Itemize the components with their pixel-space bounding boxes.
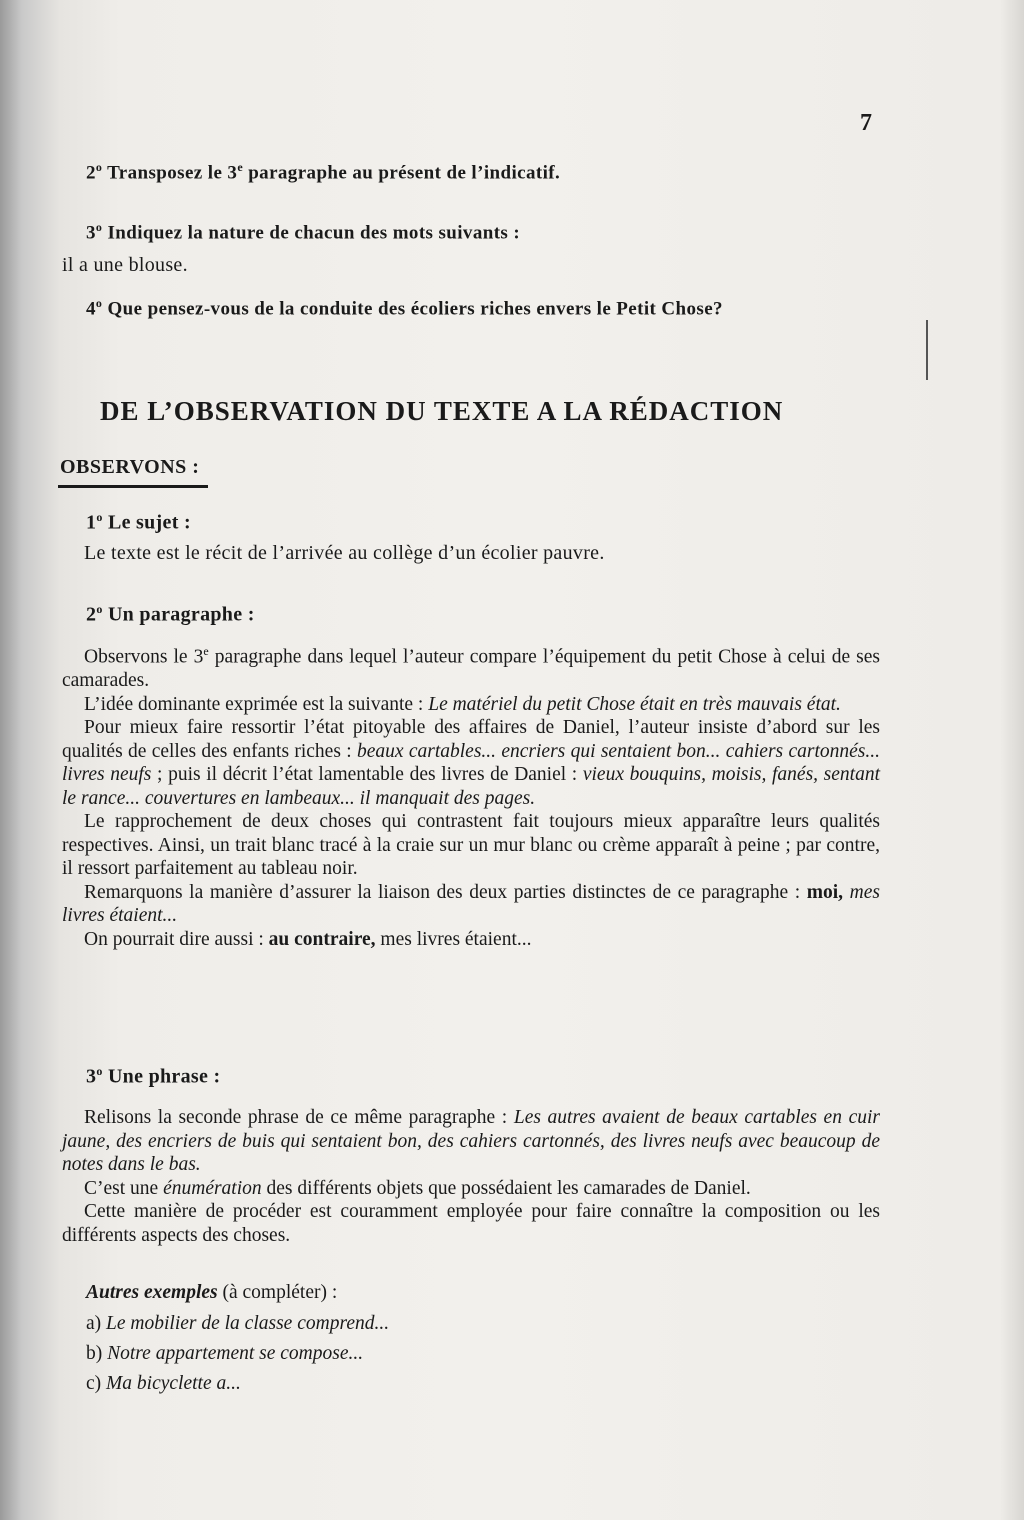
paragraph: Remarquons la manière d’assurer la liaison des deux parties distinctes de ce paragraphe : moi, mes livres étaient... [62,881,880,926]
print-mark [926,320,928,380]
question-4: 4$^o$ Que pensez-vous de la conduite des écoliers riches envers le Petit Chose? [86,296,723,320]
section-title: DE L’OBSERVATION DU TEXTE A LA RÉDACTION [100,396,784,426]
example-b: b) Notre appartement se compose... [86,1343,364,1364]
subsection-2-title: 2$^o$ Un paragraphe : [86,602,255,626]
paragraph: Pour mieux faire ressortir l’état pitoyable des affaires de Daniel, l’auteur insiste d’abord sur les qualités de celles des enfants riches : beaux cartables... encriers qui sentaient bon... cahiers cartonnés... livres neufs ; puis il décrit l’état lamentable des livres de Daniel : vieux bouquins, moisis, fanés, sentant le rance... couvertures en lambeaux... il manquait des pages. [62,717,880,809]
example-a: a) Le mobilier de la classe comprend... [86,1313,390,1334]
subsection-3-body [62,1106,880,1247]
paragraph: Le rapprochement de deux choses qui contrastent fait toujours mieux apparaître leurs qualités respectives. Ainsi, un trait blanc tracé à la craie sur un mur blanc ou crème apparaît à peine ; par contre, il ressort parfaitement au tableau noir. [62,811,880,879]
question-2: 2$^o$ Transposez le 3e paragraphe au présent de l’indicatif. [86,160,561,184]
paragraph: Observons le 3e paragraphe dans lequel l’auteur compare l’équipement du petit Chose à celui de ses camarades. [62,644,880,691]
example-c: c) Ma bicyclette a... [86,1373,241,1394]
paragraph: C’est une énumération des différents objets que possédaient les camarades de Daniel. [84,1177,751,1199]
page-number: 7 [860,110,872,136]
autres-exemples: Autres exemples (à compléter) : [86,1282,338,1303]
subsection-1-title: 1$^o$ Le sujet : [86,510,191,534]
words-line: il a une blouse. [62,254,188,276]
subsection-3-title: 3$^o$ Une phrase : [86,1064,221,1088]
paragraph: Cette manière de procéder est couramment employée pour faire connaître la composition ou les différents aspects des choses. [62,1201,880,1246]
heading-underline [58,485,208,488]
subsection-1-text: Le texte est le récit de l’arrivée au collège d’un écolier pauvre. [84,542,605,564]
paragraph: Relisons la seconde phrase de ce même paragraphe : Les autres avaient de beaux cartables en cuir jaune, des encriers de buis qui sentaient bon, des cahiers cartonnés, des livres neufs avec beaucoup de notes dans le bas. [62,1107,880,1175]
paragraph: L’idée dominante exprimée est la suivante : Le matériel du petit Chose était en très mauvais état. [84,693,841,715]
paragraph: On pourrait dire aussi : au contraire, mes livres étaient... [84,928,532,950]
observons-heading: OBSERVONS : [60,456,200,478]
question-3: 3$^o$ Indiquez la nature de chacun des mots suivants : [86,220,521,244]
subsection-2-body [62,640,880,951]
